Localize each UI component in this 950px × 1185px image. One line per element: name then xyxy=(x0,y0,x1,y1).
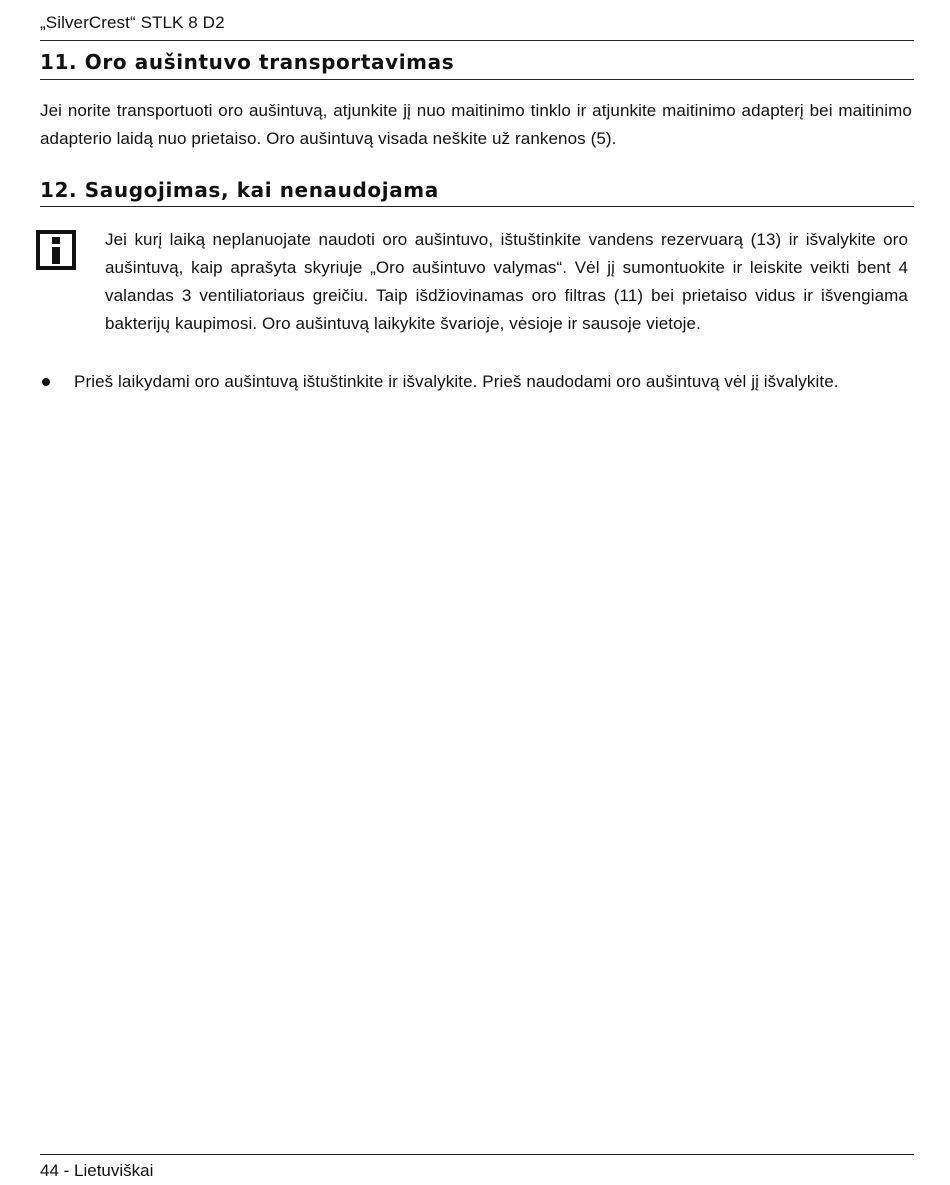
transport-paragraph: Jei norite transportuoti oro aušintuvą, atjunkite jį nuo maitinimo tinklo ir atjunkite maitinimo adapterį bei maitinimo adapterio laidą nuo prietaiso. Oro aušintuvą visada neškite už rankenos (5). xyxy=(40,101,912,148)
bullet-text: Prieš laikydami oro aušintuvą ištuštinkite ir išvalykite. Prieš naudodami oro aušintuvą vėl jį išvalykite. xyxy=(74,372,839,391)
section-heading-storage: 12. Saugojimas, kai nenaudojama xyxy=(40,178,439,202)
running-header: „SilverCrest“ STLK 8 D2 xyxy=(40,13,225,32)
section-rule-storage xyxy=(40,206,914,207)
document-page xyxy=(40,0,914,1185)
storage-note: Jei kurį laiką neplanuojate naudoti oro aušintuvo, ištuštinkite vandens rezervuarą (13) ir išvalykite oro aušintuvą, kaip aprašyta skyriuje „Oro aušintuvo valymas“. Vėl jį sumontuokite ir leiskite veikti bent 4 valandas 3 ventiliatoriaus greičiu. Taip išdžiovinamas oro filtras (11) bei prietaiso vidus ir išvengiama bakterijų kaupimosi. Oro aušintuvą laikykite švarioje, vėsioje ir sausoje vietoje. xyxy=(105,230,908,333)
footer-rule xyxy=(40,1154,914,1155)
header-rule xyxy=(40,40,914,41)
page-footer: 44 - Lietuviškai xyxy=(40,1161,154,1180)
section-heading-transport: 11. Oro aušintuvo transportavimas xyxy=(40,50,455,74)
info-icon xyxy=(36,230,76,270)
section-rule-transport xyxy=(40,79,914,80)
bullet-icon xyxy=(42,378,50,386)
